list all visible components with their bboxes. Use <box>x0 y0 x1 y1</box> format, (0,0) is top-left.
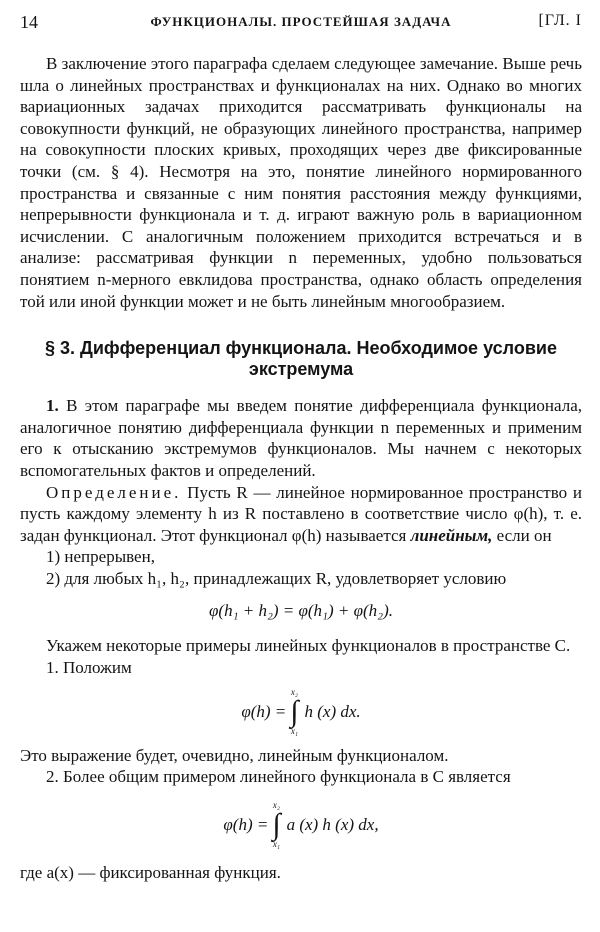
integral2-lower-limit: x₁ <box>272 838 281 849</box>
example2-conclusion: где a(x) — фиксированная функция. <box>20 862 281 882</box>
page-number: 14 <box>20 12 38 32</box>
definition-text-b: если он <box>496 525 552 545</box>
definition-item-2: 2) для любых h₁, h₂, принадлежащих R, удовлетворяет условию <box>46 568 507 588</box>
integral1-lower-limit: x₁ <box>290 725 298 736</box>
example2-intro: 2. Более общим примером линейного функционала в C является <box>46 767 511 787</box>
example1-conclusion: Это выражение будет, очевидно, линейным функционалом. <box>20 745 449 765</box>
chapter-label: [ГЛ. I <box>538 12 582 29</box>
definition-label: Определение. <box>46 482 182 502</box>
definition-paragraph <box>20 482 582 547</box>
integral2-integrand: a (x) h (x) dx, <box>286 814 379 834</box>
integral-formula-2 <box>20 788 582 862</box>
integral1-lhs: φ(h) = <box>241 701 287 721</box>
running-title: ФУНКЦИОНАЛЫ. ПРОСТЕЙШАЯ ЗАДАЧА <box>150 14 452 29</box>
examples-intro-paragraph: Укажем некоторые примеры линейных функционалов в пространстве C. <box>46 636 571 656</box>
integral2-sign <box>272 801 280 849</box>
closing-remark-paragraph: В заключение этого параграфа сделаем следующее замечание. Выше речь шла о линейных пространствах и функционалах на них. Однако во многих вариационных задачах приходится рассматривать функционалы на совокупности функций, не образующих линейного пространства, например на совокупности плоских кривых, проходящих через две фиксированные точки (см. § 4). Несмотря на это, понятие линейного нормированного пространства и связанные с ним понятия расстояния между функциями, непрерывности функционала и т. д. играют важную роль в вариационном исчислении. С аналогичным положением приходится встречаться и в анализе: рассматривая функции n переменных, удобно пользоваться понятием n-мерного евклидова пространства, однако область определения той или иной функции может и не быть линейным многообразием. <box>20 54 582 311</box>
integral1-integrand: h (x) dx. <box>304 701 361 721</box>
integral-sign-icon: ∫ <box>272 807 281 841</box>
integral-formula-1 <box>20 679 582 745</box>
intro-text: В этом параграфе мы введем понятие дифференциала функционала, аналогичное понятию дифференциала функции n переменных и применим его к отысканию экстремумов функционалов. Мы начнем с некоторых вспомогательных фактов и определений. <box>20 396 582 480</box>
section-title-line2: экстремума <box>248 359 354 380</box>
running-header <box>20 10 582 34</box>
additivity-formula: φ(h₁ + h₂) = φ(h₁) + φ(h₂). <box>209 601 393 621</box>
intro-paragraph <box>20 395 582 481</box>
integral1-sign <box>290 688 298 736</box>
definition-text-a: Пусть R — линейное нормированное пространство и пусть каждому элементу h из R поставлено в соответствие число φ(h), т. е. задан функционал. Этот функционал φ(h) называется <box>20 482 582 545</box>
item-number: 1. <box>46 396 59 416</box>
definition-item-1: 1) непрерывен, <box>46 547 155 567</box>
section-title-line1: § 3. Дифференциал функционала. Необходимое условие <box>45 338 557 359</box>
section-title <box>20 338 582 380</box>
integral2-upper-limit: x₂ <box>272 799 281 810</box>
integral-sign-icon: ∫ <box>290 694 299 728</box>
definition-term: линейным, <box>410 525 493 545</box>
integral1-upper-limit: x₂ <box>290 686 298 697</box>
example1-intro: 1. Положим <box>46 658 132 678</box>
integral2-lhs: φ(h) = <box>223 814 269 834</box>
